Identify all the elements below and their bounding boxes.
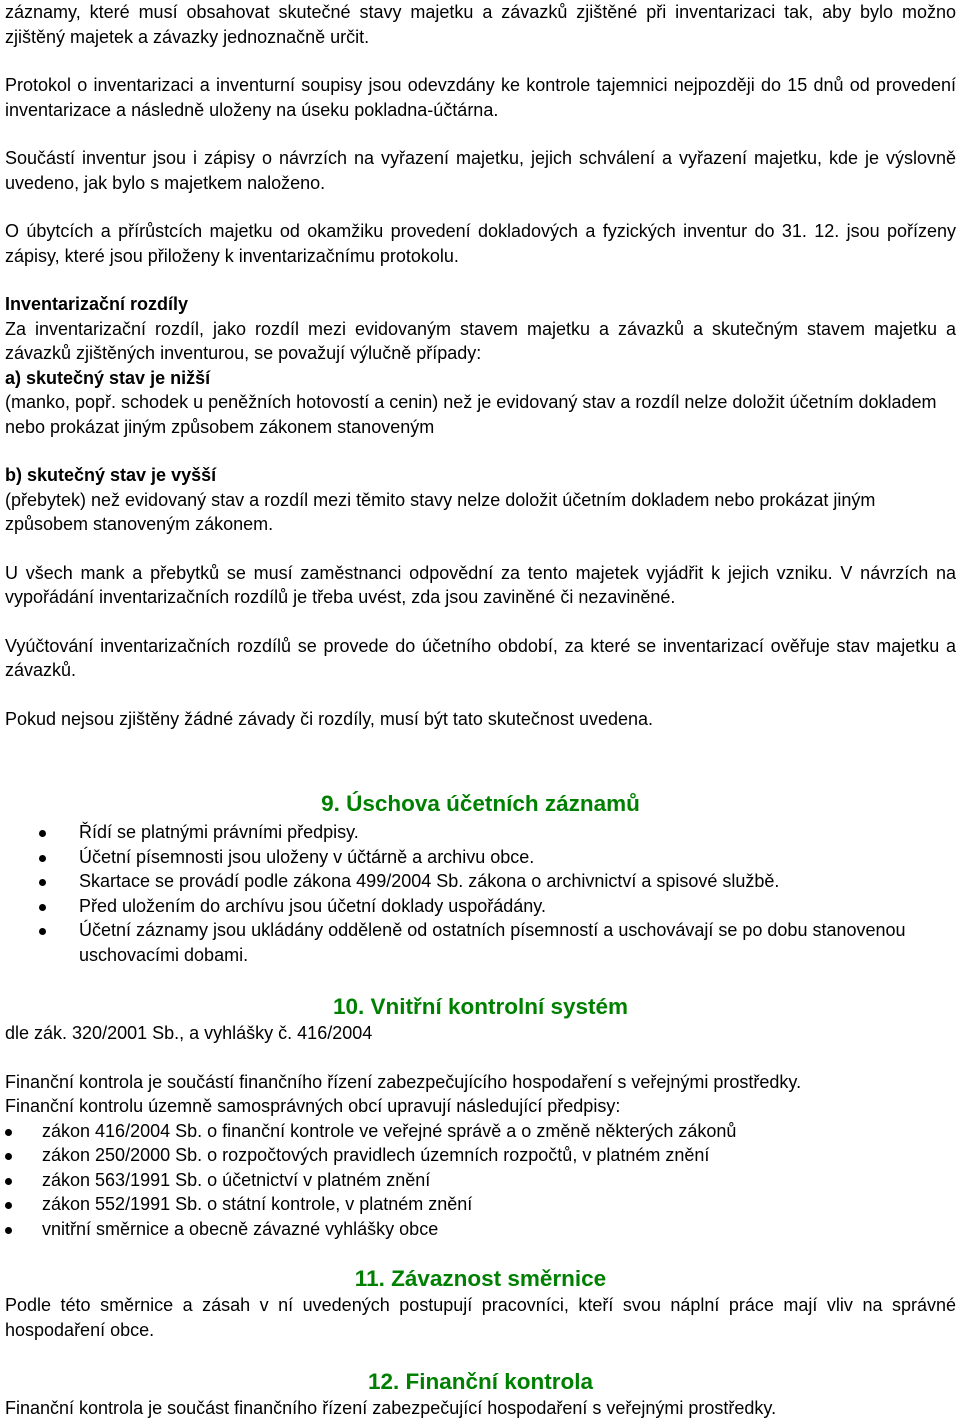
intro-paragraph-records: záznamy, které musí obsahovat skutečné stavy majetku a závazků zjištěné při inventarizaci tak, aby bylo možno zjištěný majetek a závazky jednoznačně určit. [5, 2, 956, 47]
case-b-title: b) skutečný stav je vyšší [5, 465, 217, 485]
section-12-text: Finanční kontrola je součást finančního řízení zabezpečující hospodaření s veřejnými prostředky. [5, 1398, 777, 1418]
bullet-icon [5, 1153, 12, 1160]
case-a-text: (manko, popř. schodek u peněžních hotovostí a cenin) než je evidovaný stav a rozdíl nelze doložit účetním dokladem nebo prokázat jiným způsobem zákonem stanoveným [5, 392, 937, 437]
list-item: zákon 416/2004 Sb. o finanční kontrole ve veřejné správě a o změně některých zákonů [5, 1119, 956, 1144]
intro-paragraph-changes: O úbytcích a přírůstcích majetku od okamžiku provedení dokladových a fyzických inventur do 31. 12. jsou pořízeny zápisy, které jsou přiloženy k inventarizačnímu protokolu. [5, 221, 956, 266]
list-item: Před uložením do archívu jsou účetní doklady uspořádány. [5, 894, 956, 919]
list-item: Řídí se platnými právními předpisy. [5, 820, 956, 845]
list-item: vnitřní směrnice a obecně závazné vyhlášky obce [5, 1217, 956, 1242]
section-10-paragraph-2: Finanční kontrolu územně samosprávných obcí upravují následující předpisy: [5, 1096, 621, 1116]
list-item: Účetní záznamy jsou ukládány odděleně od ostatních písemností a uschovávají se po dobu stanovenou uschovacími dobami. [5, 918, 956, 967]
section-10-list [5, 1119, 956, 1242]
section-11-text: Podle této směrnice a zásah v ní uvedených postupují pracovníci, kteří svou náplní práce mají vliv na správné hospodaření obce. [5, 1295, 956, 1340]
list-item: zákon 250/2000 Sb. o rozpočtových pravidlech územních rozpočtů, v platném znění [5, 1143, 956, 1168]
bullet-icon [39, 855, 46, 862]
section-10-paragraph-1: Finanční kontrola je součástí finančního řízení zabezpečujícího hospodaření s veřejnými prostředky. [5, 1071, 802, 1092]
responsibility-paragraph: U všech mank a přebytků se musí zaměstnanci odpovědní za tento majetek vyjádřit k jejich vzniku. V návrzích na vypořádání inventarizačních rozdílů je třeba uvést, zda jsou zaviněné či nezaviněné. [5, 562, 956, 607]
bullet-icon [5, 1227, 12, 1234]
section-12-heading: 12. Finanční kontrola [367, 1369, 594, 1394]
section-9-heading: 9. Úschova účetních záznamů [321, 791, 640, 816]
list-item: Skartace se provádí podle zákona 499/2004 Sb. zákona o archivnictví a spisové službě. [5, 869, 956, 894]
intro-paragraph-disposal: Součástí inventur jsou i zápisy o návrzích na vyřazení majetku, jejich schválení a vyřazení majetku, kde je výslovně uvedeno, jak bylo s majetkem naloženo. [5, 148, 956, 193]
bullet-icon [5, 1202, 12, 1209]
list-item: Účetní písemnosti jsou uloženy v účtárně a archivu obce. [5, 845, 956, 870]
differences-definition: Za inventarizační rozdíl, jako rozdíl mezi evidovaným stavem majetku a závazků a skutečným stavem majetku a závazků zjištěných inventurou, se považují výlučně případy: [5, 318, 956, 363]
bullet-icon [5, 1178, 12, 1185]
bullet-icon [39, 904, 46, 911]
bullet-icon [39, 879, 46, 886]
section-10-subtitle: dle zák. 320/2001 Sb., a vyhlášky č. 416/2004 [5, 1023, 373, 1043]
no-differences-paragraph: Pokud nejsou zjištěny žádné závady či rozdíly, musí být tato skutečnost uvedena. [5, 708, 654, 729]
bullet-icon [5, 1129, 12, 1136]
section-11-heading: 11. Závaznost směrnice [354, 1266, 607, 1291]
section-9-list [5, 820, 956, 967]
bullet-icon [39, 928, 46, 935]
section-10-heading: 10. Vnitřní kontrolní systém [332, 994, 629, 1019]
case-a-title: a) skutečný stav je nižší [5, 367, 211, 388]
bullet-icon [39, 830, 46, 837]
list-item: zákon 563/1991 Sb. o účetnictví v platném znění [5, 1168, 956, 1193]
intro-paragraph-protocol: Protokol o inventarizaci a inventurní soupisy jsou odevzdány ke kontrole tajemnici nejpozději do 15 dnů od provedení inventarizace a následně uloženy na úseku pokladna-účtárna. [5, 75, 956, 120]
list-item: zákon 552/1991 Sb. o státní kontrole, v platném znění [5, 1192, 956, 1217]
case-b-text: (přebytek) než evidovaný stav a rozdíl mezi těmito stavy nelze doložit účetním dokladem nebo prokázat jiným způsobem stanoveným zákonem. [5, 489, 876, 534]
differences-title: Inventarizační rozdíly [5, 294, 189, 314]
settlement-paragraph: Vyúčtování inventarizačních rozdílů se provede do účetního období, za které se inventarizací ověřuje stav majetku a závazků. [5, 635, 956, 680]
